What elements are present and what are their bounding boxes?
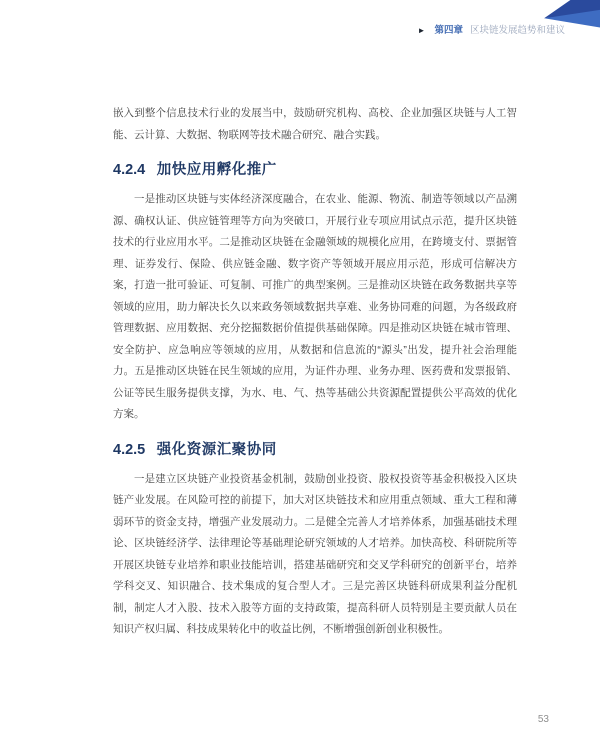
chapter-title: 区块链发展趋势和建议 bbox=[469, 25, 565, 36]
section-paragraph-4-2-5: 一是建立区块链产业投资基金机制，鼓励创业投资、股权投资等基金积极投入区块链产业发展。在风险可控的前提下，加大对区块链技术和应用重点领域、重大工程和薄弱环节的资金支持，增强产业发展动力。二是健全完善人才培养体系，加强基础技术理论、区块链经济学、法律理论等基础理论研究领域的人才培养。加快高校、科研院所等开展区块链专业培养和职业技能培训，搭建基础研究和交叉学科研究的创新平台，培养学科交叉、知识融合、技术集成的复合型人才。三是完善区块链科研成果利益分配机制，制定人才入股、技术入股等方面的支持政策，提高科研人员特别是主要贡献人员在知识产权归属、科技成果转化中的收益比例，不断增强创新创业积极性。 bbox=[113, 472, 517, 635]
intro-paragraph: 嵌入到整个信息技术行业的发展当中，鼓励研究机构、高校、企业加强区块链与人工智能、云计算、大数据、物联网等技术融合研究、融合实践。 bbox=[113, 107, 517, 141]
page-number: 53 bbox=[537, 714, 549, 725]
section-heading-4-2-4 bbox=[113, 161, 517, 180]
running-header bbox=[418, 25, 565, 37]
section-paragraph-4-2-4: 一是推动区块链与实体经济深度融合，在农业、能源、物流、制造等领域以产品溯源、确权认证、供应链管理等方向为突破口，开展行业专项应用试点示范，提升区块链技术的行业应用水平。二是推动区块链在金融领域的规模化应用，在跨境支付、票据管理、证券发行、保险、供应链金融、数字资产等领域开展应用示范，形成可信解决方案，打造一批可验证、可复制、可推广的典型案例。三是推动区块链在政务数据共享等领域的应用，助力解决长久以来政务领域数据共享难、业务协同难的问题，为各级政府管理数据、应用数据、充分挖掘数据价值提供基础保障。四是推动区块链在城市管理、安全防护、应急响应等领域的应用，从数据和信息流的“源头”出发，提升社会治理能力。五是推动区块链在民生领域的应用，为证件办理、业务办理、医药费和发票报销、公证等民生服务提供支撑，为水、电、气、热等基础公共资源配置提供公平高效的优化方案。 bbox=[113, 193, 517, 420]
chapter-arrow-icon: ► bbox=[417, 26, 426, 35]
section-title: 加快应用孵化推广 bbox=[156, 162, 277, 178]
section-number: 4.2.5 bbox=[113, 441, 146, 458]
section-number: 4.2.4 bbox=[113, 162, 146, 178]
section-title: 强化资源汇聚协同 bbox=[156, 441, 277, 458]
page-content bbox=[113, 103, 517, 641]
chapter-label: 第四章 bbox=[434, 25, 463, 36]
section-heading-4-2-5 bbox=[113, 441, 517, 460]
